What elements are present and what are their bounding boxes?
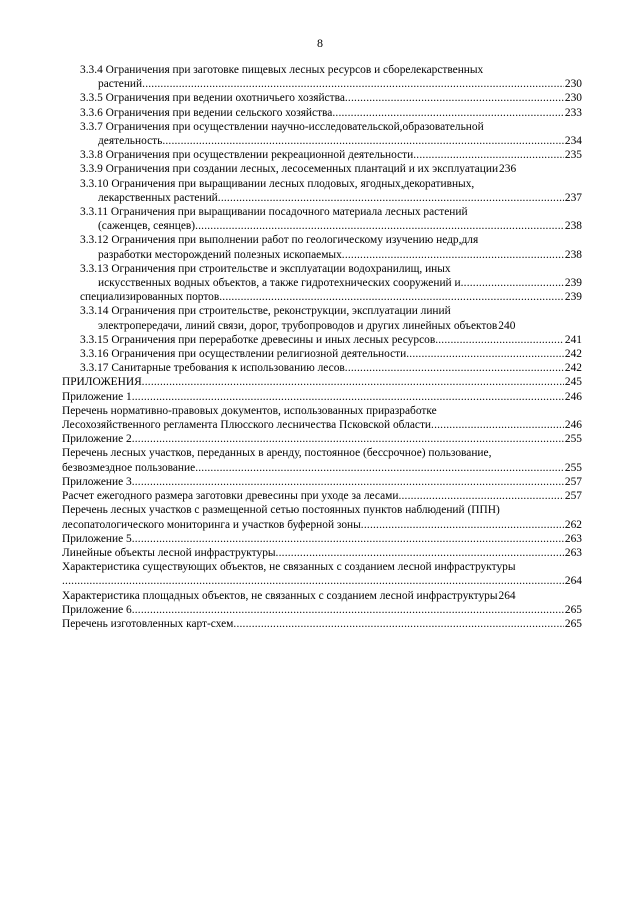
- dot-leader: [132, 390, 564, 404]
- toc-page-number: 262: [564, 518, 582, 531]
- toc-entry-text: Приложение 1: [62, 390, 132, 403]
- toc-page-number: 240: [498, 319, 516, 332]
- toc-page-number: 246: [564, 419, 582, 432]
- toc-entry-line: [62, 518, 582, 532]
- toc-page-number: 230: [564, 92, 582, 105]
- toc-entry[interactable]: [62, 106, 582, 120]
- toc-page-number: 255: [564, 433, 582, 446]
- toc-entry-text: специализированных портов: [80, 291, 220, 304]
- toc-entry-text: 3.3.12 Ограничения при выполнении работ по геологическому изучению недр,для: [80, 234, 479, 247]
- toc-entry[interactable]: [62, 233, 582, 261]
- toc-page-number: 245: [564, 376, 582, 389]
- toc-entry-line: [62, 603, 582, 617]
- toc-page-number: 237: [564, 191, 582, 204]
- toc-page-number: 239: [564, 291, 582, 304]
- toc-entry[interactable]: [62, 177, 582, 205]
- toc-entry-line: [62, 532, 582, 546]
- toc-entry[interactable]: [62, 503, 582, 531]
- dot-leader: [342, 248, 564, 262]
- table-of-contents: [62, 63, 582, 631]
- toc-entry-line: [62, 461, 582, 475]
- toc-entry-text: Приложение 6: [62, 603, 132, 616]
- toc-entry-line: [80, 248, 582, 262]
- dot-leader: [132, 532, 564, 546]
- toc-page-number: 238: [564, 248, 582, 261]
- dot-leader: [142, 77, 564, 91]
- toc-page-number: 264: [498, 589, 516, 602]
- toc-entry[interactable]: [62, 262, 582, 305]
- toc-entry-line: [80, 148, 582, 162]
- dot-leader: [332, 106, 564, 120]
- toc-entry-text: Приложение 2: [62, 433, 132, 446]
- toc-page-number: 242: [564, 362, 582, 375]
- toc-entry-line: [80, 162, 582, 176]
- toc-entry-line: [62, 375, 582, 389]
- toc-entry-line: [80, 347, 582, 361]
- toc-entry-text: Приложение 3: [62, 475, 132, 488]
- toc-entry[interactable]: [62, 432, 582, 446]
- dot-leader: [142, 375, 564, 389]
- toc-entry-line: [62, 418, 582, 432]
- toc-entry-line: [80, 77, 582, 91]
- toc-entry-line: [80, 191, 582, 205]
- toc-page-number: 263: [564, 546, 582, 559]
- toc-page-number: 263: [564, 532, 582, 545]
- toc-page-number: 233: [564, 106, 582, 119]
- toc-entry[interactable]: [62, 333, 582, 347]
- toc-entry-line: [80, 91, 582, 105]
- toc-entry-text: 3.3.13 Ограничения при строительстве и эксплуатации водохранилищ, иных: [80, 262, 451, 275]
- toc-entry[interactable]: [62, 390, 582, 404]
- dot-leader: [461, 276, 564, 290]
- toc-entry[interactable]: [62, 404, 582, 432]
- toc-page-number: 257: [564, 490, 582, 503]
- toc-entry-text: Перечень лесных участков с размещенной сетью постоянных пунктов наблюдений (ППН): [62, 504, 500, 517]
- toc-entry-text: Лесохозяйственного регламента Плюсского лесничества Псковской области: [62, 419, 432, 432]
- toc-entry[interactable]: [62, 375, 582, 389]
- toc-entry[interactable]: [62, 205, 582, 233]
- toc-entry[interactable]: [62, 63, 582, 91]
- toc-page-number: 265: [564, 617, 582, 630]
- dot-leader: [345, 361, 564, 375]
- toc-entry-line: [62, 546, 582, 560]
- toc-page-number: 241: [564, 333, 582, 346]
- toc-entry-line: [80, 134, 582, 148]
- toc-entry-text: 3.3.9 Ограничения при создании лесных, лесосеменных плантаций и их эксплуатации: [80, 163, 499, 176]
- dot-leader: [398, 489, 563, 503]
- toc-entry[interactable]: [62, 546, 582, 560]
- toc-entry[interactable]: [62, 475, 582, 489]
- toc-page-number: 235: [564, 149, 582, 162]
- toc-entry[interactable]: [62, 120, 582, 148]
- dot-leader: [413, 148, 564, 162]
- toc-entry-text: (саженцев, сеянцев): [98, 220, 196, 233]
- toc-page-number: 257: [564, 475, 582, 488]
- toc-entry-text: Линейные объекты лесной инфраструктуры: [62, 546, 276, 559]
- toc-entry-line: [62, 589, 582, 603]
- dot-leader: [62, 574, 564, 588]
- toc-entry[interactable]: [62, 91, 582, 105]
- dot-leader: [219, 290, 564, 304]
- toc-entry-text: электропередачи, линий связи, дорог, трубопроводов и других линейных объектов: [98, 319, 498, 332]
- toc-entry-line: [80, 290, 582, 304]
- toc-entry[interactable]: [62, 560, 582, 588]
- toc-entry-text: 3.3.17 Санитарные требования к использованию лесов: [80, 362, 345, 375]
- toc-entry-line: [80, 319, 582, 333]
- dot-leader: [132, 432, 564, 446]
- toc-entry-line: [62, 489, 582, 503]
- toc-entry-text: растений: [98, 78, 143, 91]
- dot-leader: [132, 475, 564, 489]
- toc-entry-text: 3.3.7 Ограничения при осуществлении научно-исследовательской,образовательной: [80, 120, 484, 133]
- toc-entry-text: искусственных водных объектов, а также гидротехнических сооружений и: [98, 277, 461, 290]
- toc-entry[interactable]: [62, 304, 582, 332]
- toc-entry-text: Характеристика существующих объектов, не связанных с созданием лесной инфраструктуры: [62, 561, 516, 574]
- toc-entry-text: 3.3.6 Ограничения при ведении сельского хозяйства: [80, 106, 333, 119]
- toc-entry-text: Перечень изготовленных карт-схем: [62, 617, 234, 630]
- toc-entry-line: [62, 574, 582, 588]
- toc-entry-line: [80, 219, 582, 233]
- toc-page-number: 265: [564, 603, 582, 616]
- toc-entry-line: [62, 475, 582, 489]
- toc-page-number: 264: [564, 575, 582, 588]
- toc-entry[interactable]: [62, 148, 582, 162]
- toc-entry-text: 3.3.8 Ограничения при осуществлении рекреационной деятельности: [80, 149, 414, 162]
- toc-entry-text: 3.3.5 Ограничения при ведении охотничьего хозяйства: [80, 92, 345, 105]
- toc-entry-text: Характеристика площадных объектов, не связанных с созданием лесной инфраструктуры: [62, 589, 498, 602]
- toc-entry-text: 3.3.4 Ограничения при заготовке пищевых лесных ресурсов и сборелекарственных: [80, 64, 484, 76]
- toc-entry-line: [80, 276, 582, 290]
- dot-leader: [406, 347, 564, 361]
- toc-entry-text: 3.3.16 Ограничения при осуществлении религиозной деятельности: [80, 348, 407, 361]
- toc-entry-text: 3.3.10 Ограничения при выращивании лесных плодовых, ягодных,декоративных,: [80, 177, 475, 190]
- toc-entry-line: [80, 333, 582, 347]
- toc-page-number: 242: [564, 348, 582, 361]
- dot-leader: [233, 617, 564, 631]
- toc-entry[interactable]: [62, 532, 582, 546]
- toc-entry-text: Приложение 5: [62, 532, 132, 545]
- toc-entry-text: Перечень лесных участков, переданных в аренду, постоянное (бессрочное) пользование,: [62, 447, 492, 460]
- toc-entry-text: деятельность: [98, 135, 163, 148]
- toc-page-number: 238: [564, 220, 582, 233]
- dot-leader: [218, 191, 564, 205]
- toc-entry-line: [62, 432, 582, 446]
- dot-leader: [132, 603, 564, 617]
- toc-entry-text: безвозмездное пользование: [62, 461, 196, 474]
- toc-entry-line: [62, 617, 582, 631]
- toc-entry[interactable]: [62, 162, 582, 176]
- toc-page-number: 230: [564, 78, 582, 91]
- toc-entry[interactable]: [62, 617, 582, 631]
- toc-page-number: 246: [564, 390, 582, 403]
- toc-entry-text: 3.3.11 Ограничения при выращивании посадочного материала лесных растений: [80, 206, 468, 219]
- dot-leader: [276, 546, 564, 560]
- dot-leader: [431, 418, 564, 432]
- dot-leader: [195, 461, 564, 475]
- dot-leader: [435, 333, 564, 347]
- toc-page-number: 255: [564, 461, 582, 474]
- toc-entry-line: [80, 106, 582, 120]
- toc-entry-text: 3.3.15 Ограничения при переработке древесины и иных лесных ресурсов: [80, 333, 436, 346]
- toc-entry-text: ПРИЛОЖЕНИЯ: [62, 376, 142, 389]
- toc-entry-line: [62, 390, 582, 404]
- dot-leader: [345, 91, 564, 105]
- toc-entry-text: 3.3.14 Ограничения при строительстве, реконструкции, эксплуатации линий: [80, 305, 451, 318]
- toc-entry[interactable]: [62, 589, 582, 603]
- toc-page-number: 239: [564, 277, 582, 290]
- toc-entry-text: лекарственных растений: [98, 191, 218, 204]
- toc-entry[interactable]: [62, 603, 582, 617]
- toc-entry-text: лесопатологического мониторинга и участков буферной зоны: [62, 518, 361, 531]
- page-number: 8: [317, 36, 323, 50]
- toc-page-number: 234: [564, 135, 582, 148]
- toc-entry-text: разработки месторождений полезных ископаемых: [98, 248, 342, 261]
- dot-leader: [162, 134, 564, 148]
- toc-entry-text: Перечень нормативно-правовых документов, использованных приразработке: [62, 404, 437, 417]
- toc-entry-text: Расчет ежегодного размера заготовки древесины при уходе за лесами: [62, 490, 399, 503]
- toc-page-number: 236: [499, 163, 517, 176]
- dot-leader: [195, 219, 564, 233]
- toc-entry-line: [80, 361, 582, 375]
- toc-entry[interactable]: [62, 446, 582, 474]
- toc-entry[interactable]: [62, 489, 582, 503]
- dot-leader: [361, 518, 564, 532]
- toc-entry[interactable]: [62, 347, 582, 361]
- toc-entry[interactable]: [62, 361, 582, 375]
